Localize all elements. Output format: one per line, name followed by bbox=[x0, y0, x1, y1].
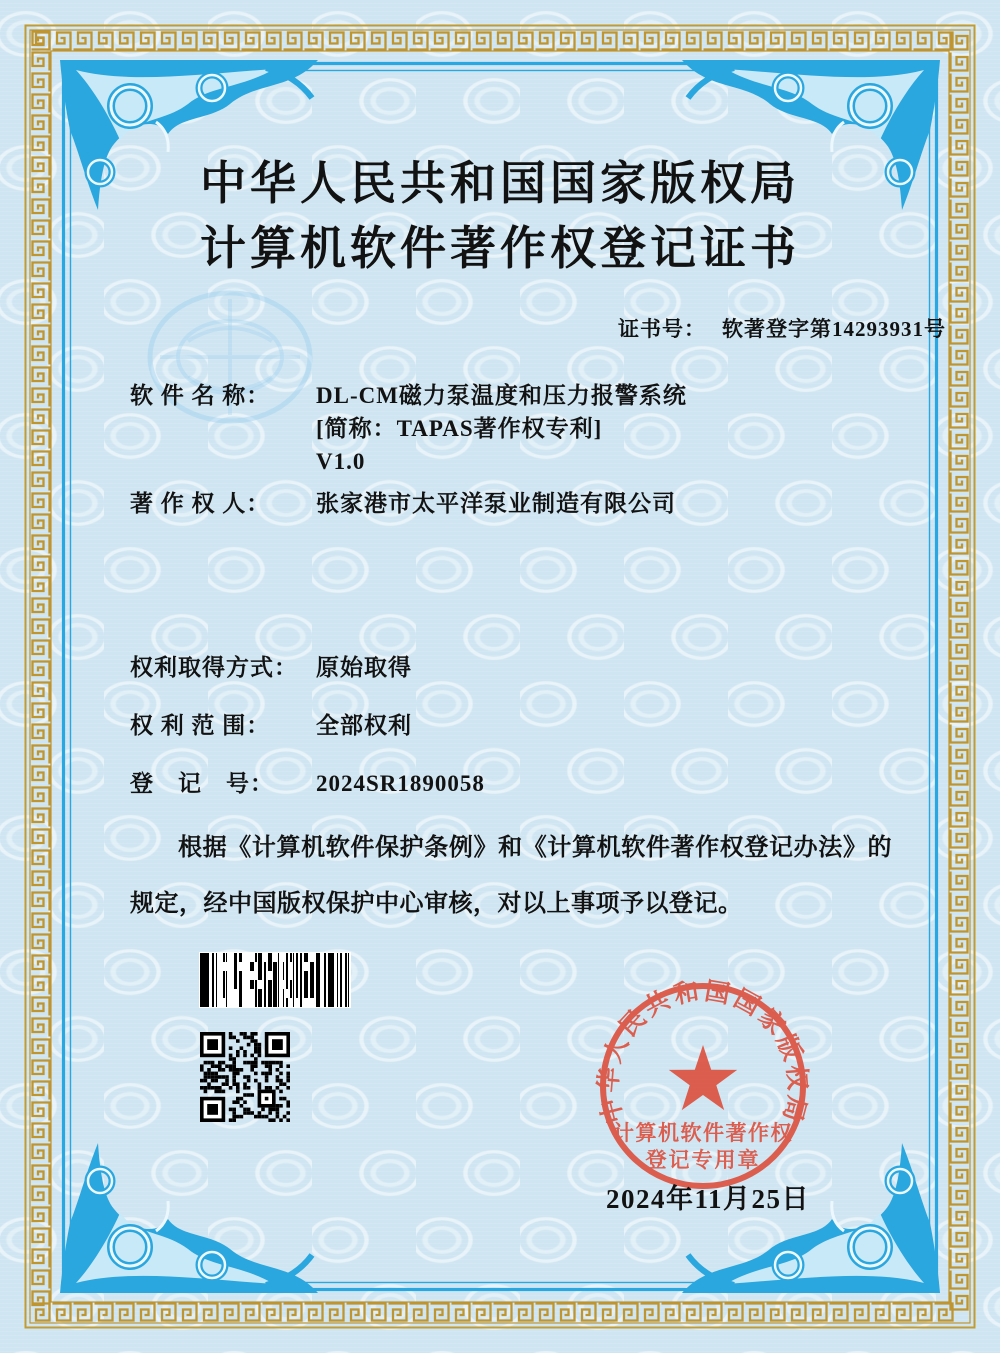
registration-statement: 根据《计算机软件保护条例》和《计算机软件著作权登记办法》的规定，经中国版权保护中心审核，对以上事项予以登记。 bbox=[130, 835, 892, 917]
field-registration-number-label: 登 记 号： bbox=[130, 771, 274, 796]
field-acquisition-method-value: 原始取得 bbox=[316, 655, 412, 680]
seal-text-line2: 登记专用章 bbox=[645, 1148, 761, 1172]
qr-code bbox=[200, 1032, 290, 1122]
software-name-line1: DL-CM磁力泵温度和压力报警系统 bbox=[316, 383, 687, 408]
field-software-name-label: 软 件 名 称： bbox=[130, 383, 271, 408]
seal-text-line1: 计算机软件著作权 bbox=[613, 1121, 793, 1145]
software-name-line2: [简称：TAPAS著作权专利] bbox=[316, 416, 603, 441]
seal-star-icon bbox=[669, 1045, 737, 1110]
field-copyright-holder-value: 张家港市太平洋泵业制造有限公司 bbox=[316, 491, 676, 516]
field-acquisition-method bbox=[130, 651, 412, 684]
certificate-title: 计算机软件著作权登记证书 bbox=[200, 223, 800, 274]
barcode bbox=[199, 952, 351, 1008]
certificate-number bbox=[618, 313, 946, 343]
authority-name: 中华人民共和国国家版权局 bbox=[200, 158, 800, 209]
certificate-number-label: 证书号： bbox=[618, 317, 706, 341]
issue-date: 2024年11月25日 bbox=[606, 1184, 811, 1214]
field-acquisition-method-label: 权利取得方式： bbox=[130, 655, 298, 680]
seal-ring-text: 中华人民共和国国家版权局 bbox=[595, 978, 811, 1128]
software-name-version: V1.0 bbox=[316, 449, 366, 474]
field-rights-scope-value: 全部权利 bbox=[316, 713, 412, 738]
official-seal bbox=[594, 977, 812, 1195]
field-registration-number-value: 2024SR1890058 bbox=[316, 771, 485, 796]
field-software-name-value bbox=[316, 379, 687, 478]
field-copyright-holder bbox=[130, 487, 676, 520]
field-rights-scope-label: 权 利 范 围： bbox=[130, 713, 271, 738]
field-rights-scope bbox=[130, 709, 412, 742]
field-registration-number bbox=[130, 767, 485, 800]
certificate-number-value: 软著登字第14293931号 bbox=[722, 317, 946, 341]
field-software-name bbox=[130, 379, 687, 478]
field-copyright-holder-label: 著 作 权 人： bbox=[130, 491, 271, 516]
